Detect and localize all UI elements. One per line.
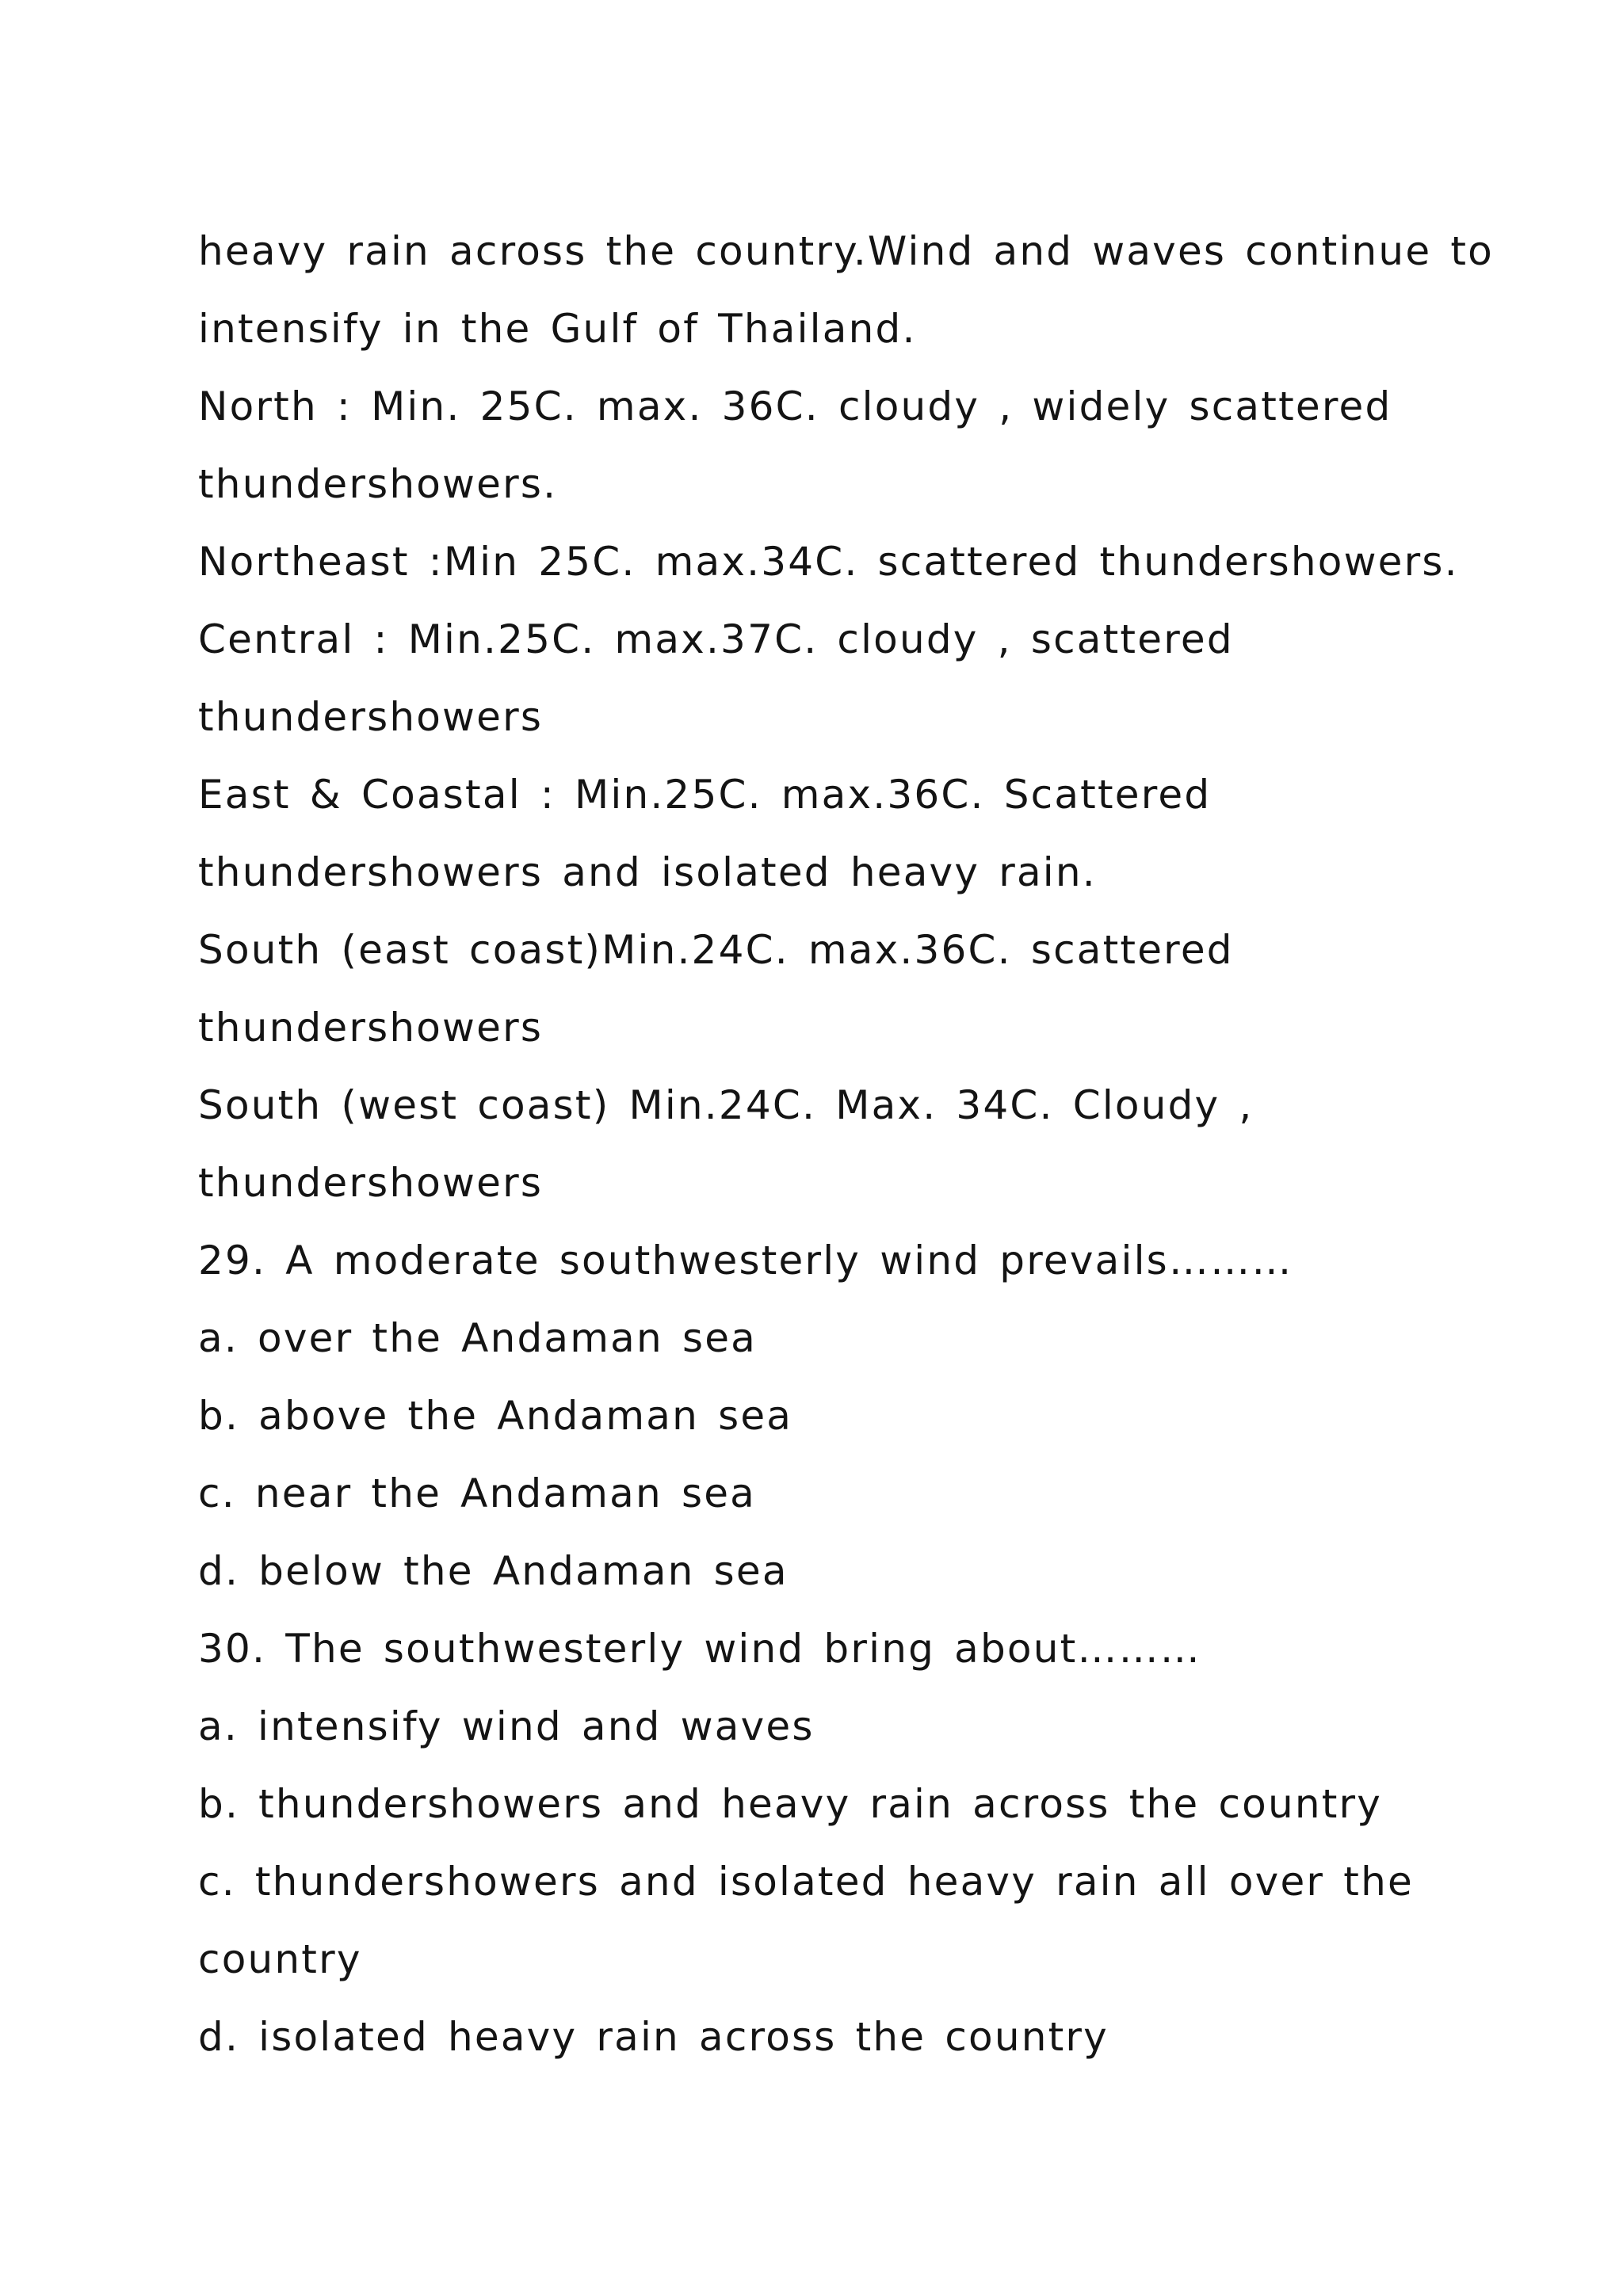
question-29: 29. A moderate southwesterly wind prevails……… (198, 1238, 1293, 1283)
question-30-option-c: c. thundershowers and isolated heavy rain all over the (198, 1859, 1414, 1905)
forecast-south-east-coast-line: South (east coast)Min.24C. max.36C. scattered (198, 927, 1234, 973)
forecast-north-line: thundershowers. (198, 461, 558, 507)
question-30-option-a: a. intensify wind and waves (198, 1703, 815, 1749)
question-30-option-b: b. thundershowers and heavy rain across the country (198, 1781, 1383, 1827)
forecast-north-line: North : Min. 25C. max. 36C. cloudy , widely scattered (198, 383, 1392, 429)
forecast-east-coastal-line: East & Coastal : Min.25C. max.36C. Scattered (198, 772, 1212, 818)
forecast-south-west-coast-line: South (west coast) Min.24C. Max. 34C. Cloudy , (198, 1082, 1254, 1128)
question-30-option-c: country (198, 1936, 362, 1982)
question-29-option-d: d. below the Andaman sea (198, 1548, 789, 1594)
question-29-option-a: a. over the Andaman sea (198, 1315, 758, 1361)
forecast-east-coastal-line: thundershowers and isolated heavy rain. (198, 849, 1097, 895)
passage-line: intensify in the Gulf of Thailand. (198, 306, 917, 352)
forecast-central-line: thundershowers (198, 694, 544, 740)
forecast-central-line: Central : Min.25C. max.37C. cloudy , scattered (198, 616, 1234, 662)
forecast-northeast-line: Northeast :Min 25C. max.34C. scattered thundershowers. (198, 539, 1459, 585)
forecast-south-west-coast-line: thundershowers (198, 1160, 544, 1206)
question-29-option-c: c. near the Andaman sea (198, 1470, 757, 1516)
question-30: 30. The southwesterly wind bring about……… (198, 1626, 1202, 1672)
forecast-south-east-coast-line: thundershowers (198, 1005, 544, 1051)
question-29-option-b: b. above the Andaman sea (198, 1393, 793, 1439)
document-body (198, 212, 1545, 2076)
passage-line: heavy rain across the country.Wind and waves continue to (198, 228, 1494, 274)
question-30-option-d: d. isolated heavy rain across the country (198, 2014, 1109, 2060)
